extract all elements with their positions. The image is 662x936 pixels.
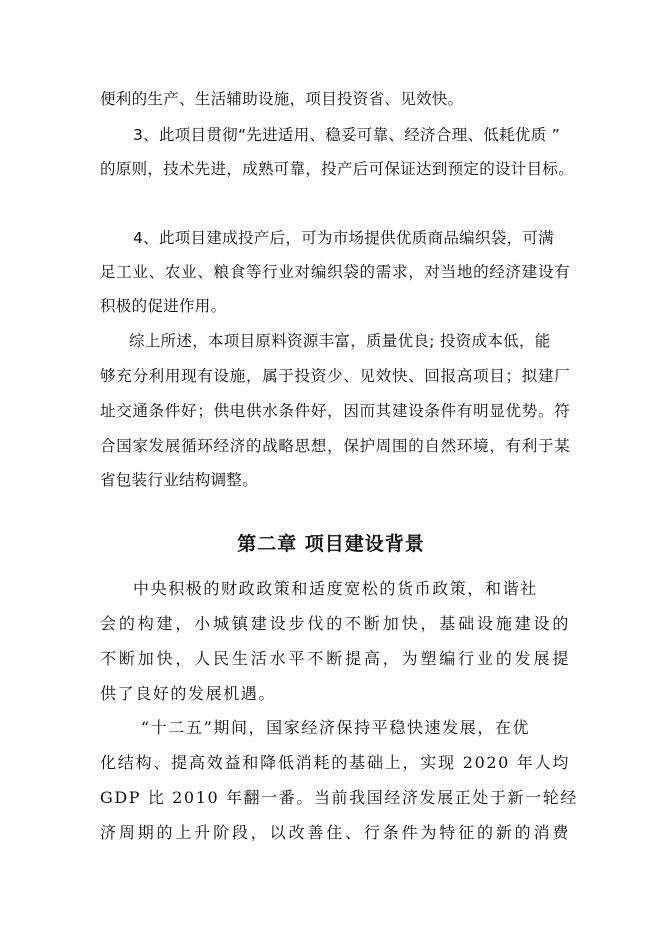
paragraph-line: 合国家发展循环经济的战略思想，保护周围的自然环境，有利于某 [100, 437, 570, 455]
paragraph-line: 综上所述，本项目原料资源丰富，质量优良; 投资成本低，能 [129, 332, 551, 350]
paragraph-line: 足工业、农业、粮食等行业对编织袋的需求，对当地的经济建设有 [100, 263, 570, 281]
paragraph-line: 化结构、提高效益和降低消耗的基础上，实现 2020 年人均 [100, 753, 570, 772]
paragraph-line: GDP 比 2010 年翻一番。当前我国经济发展正处于新一轮经 [100, 788, 578, 807]
paragraph-line: “十二五”期间，国家经济保持平稳快速发展，在优 [141, 718, 531, 737]
paragraph-line: 3、此项目贯彻“先进适用、稳妥可靠、经济合理、低耗优质 ” [133, 126, 561, 144]
paragraph-line: 4、此项目建成投产后，可为市场提供优质商品编织袋，可满 [133, 229, 554, 247]
paragraph-line: 址交通条件好；供电供水条件好，因而其建设条件有明显优势。符 [100, 402, 570, 420]
paragraph-line: 会的构建，小城镇建设步伐的不断加快，基础设施建设的 [100, 614, 570, 633]
paragraph-line: 积极的促进作用。 [100, 297, 227, 315]
paragraph-line: 供了良好的发展机遇。 [100, 684, 277, 703]
chapter-heading: 第二章 项目建设背景 [237, 533, 425, 555]
paragraph-line: 够充分利用现有设施，属于投资少、见效快、回报高项目；拟建厂 [100, 367, 570, 385]
paragraph-line: 省包装行业结构调整。 [100, 471, 259, 489]
paragraph-line: 济周期的上升阶段，以改善住、行条件为特征的新的消费 [100, 823, 570, 842]
paragraph-line: 不断加快，人民生活水平不断提高，为塑编行业的发展提 [100, 649, 570, 668]
paragraph-line: 中央积极的财政政策和适度宽松的货币政策，和谐社 [133, 579, 538, 598]
paragraph-line: 便利的生产、生活辅助设施，项目投资省、见效快。 [100, 90, 464, 108]
paragraph-line: 的原则，技术先进，成熟可靠，投产后可保证达到预定的设计目标。 [100, 160, 575, 178]
